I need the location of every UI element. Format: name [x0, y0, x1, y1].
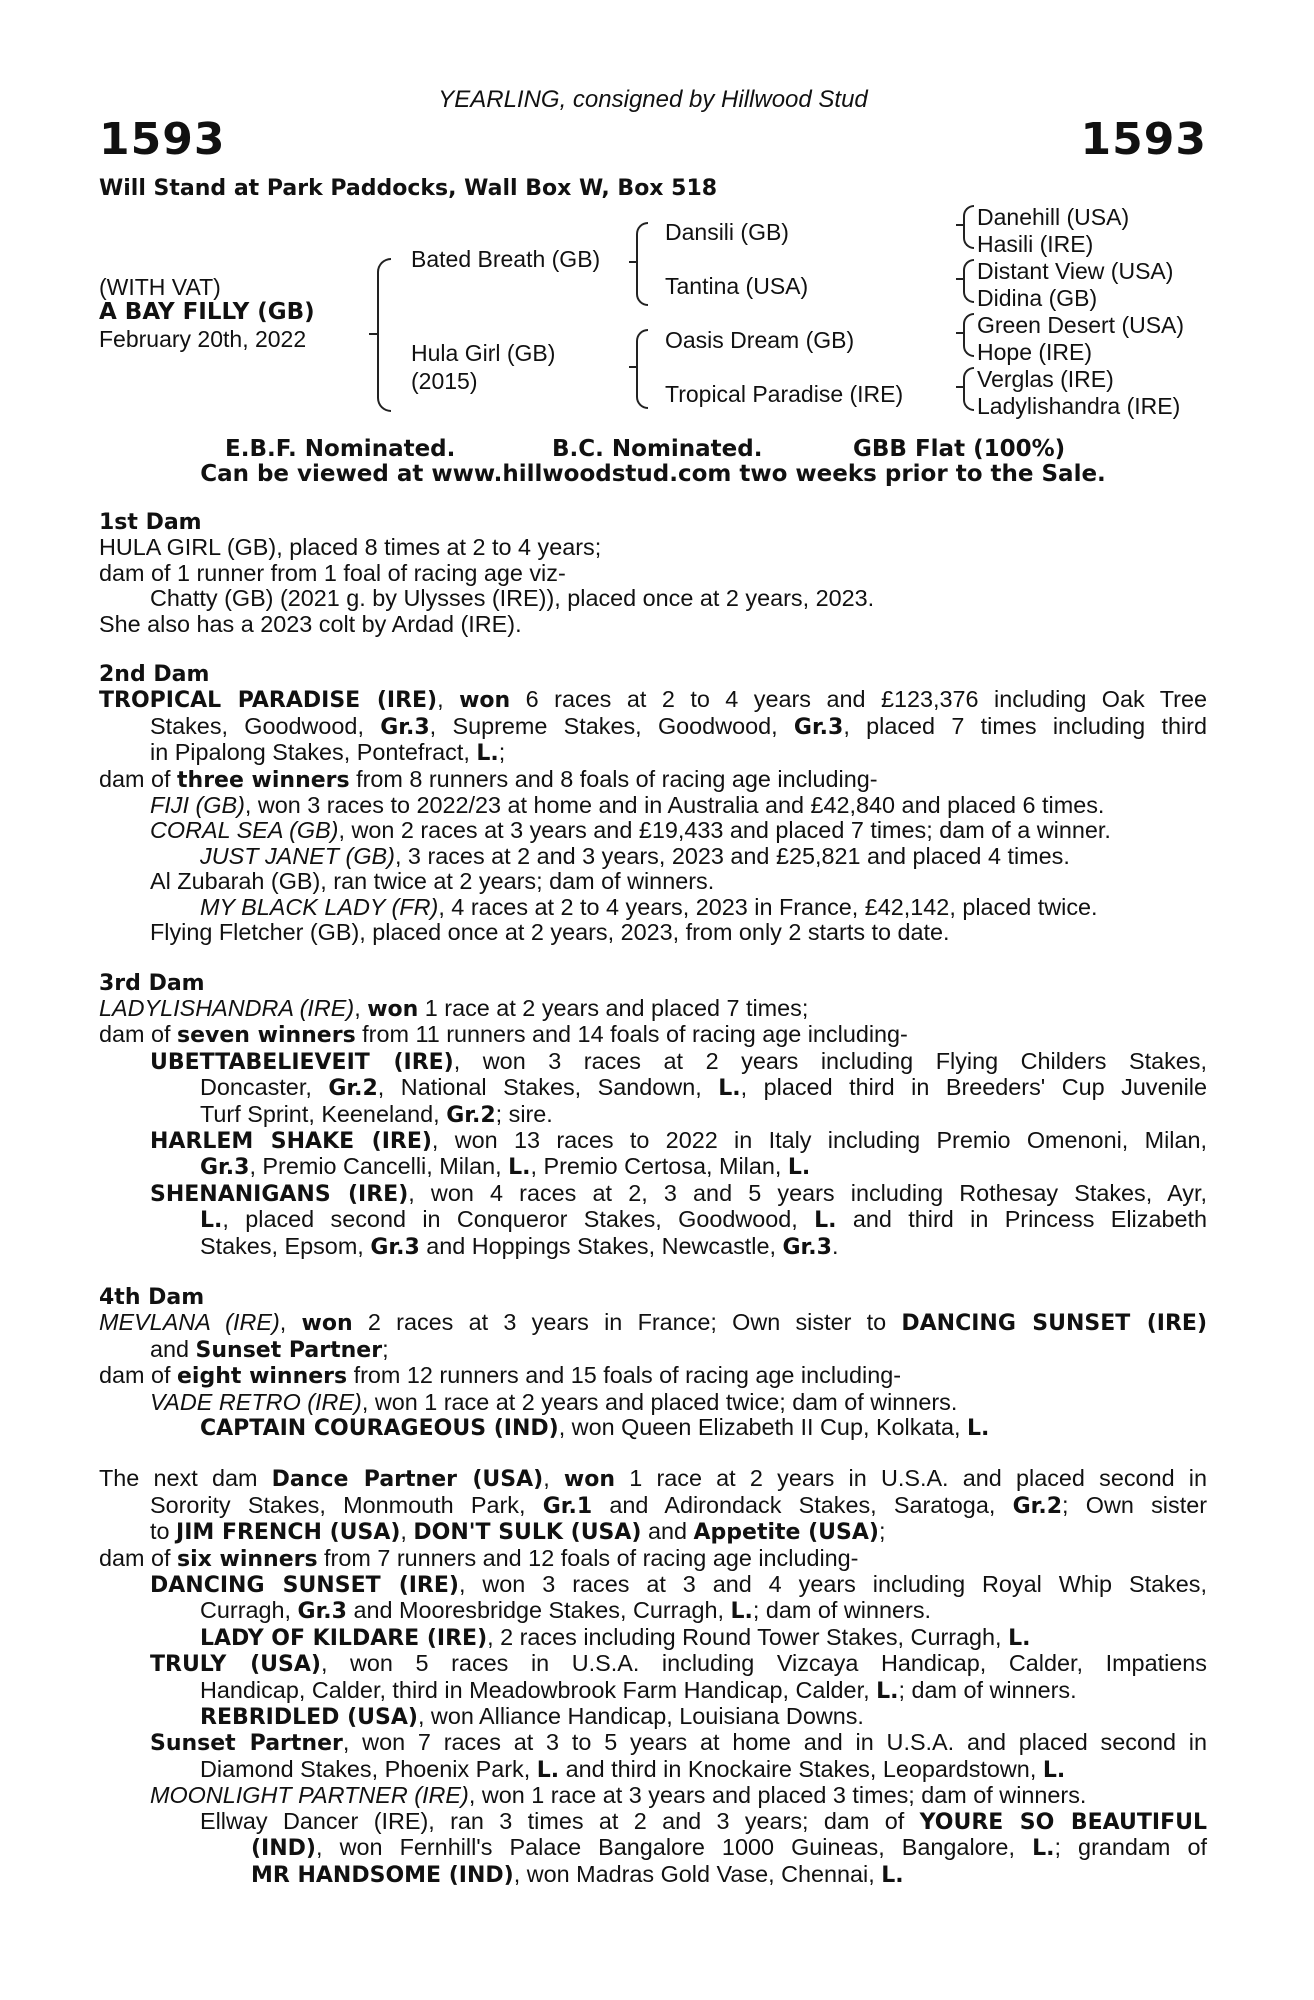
bold-text: Gr.3	[297, 1599, 347, 1625]
bold-text: L.	[508, 1155, 531, 1181]
bold-text: L.	[476, 741, 499, 767]
bold-text: Gr.3	[200, 1155, 250, 1181]
pedigree-brace-g2-tip	[956, 278, 964, 280]
bold-text: L.	[1008, 1625, 1031, 1651]
bold-text: L.	[876, 1678, 899, 1704]
bold-text: YOURE SO BEAUTIFUL	[919, 1809, 1207, 1835]
text-run: , Premio Certosa, Milan,	[530, 1153, 788, 1180]
bold-text: L.	[200, 1208, 223, 1234]
text-run: ; Own sister	[1062, 1491, 1207, 1518]
bold-text: Sunset Partner	[150, 1731, 343, 1757]
italic-text: MOONLIGHT PARTNER (IRE)	[150, 1782, 469, 1809]
text-line	[99, 1181, 1207, 1207]
text-run: dam of 1 runner from 1 foal of racing age viz-	[99, 559, 566, 586]
text-run: The next dam	[99, 1465, 272, 1492]
text-line	[99, 818, 1207, 843]
text-run: ;	[878, 1518, 886, 1545]
text-run: , won 3 races to 2022/23 at home and in Australia and £42,840 and placed 6 times.	[244, 792, 1105, 819]
text-run: from 7 runners and 12 foals of racing age including-	[317, 1544, 859, 1571]
bold-text: L.	[814, 1208, 837, 1234]
pedigree-brace-g2	[963, 259, 974, 303]
pedigree-g5: Green Desert (USA)	[977, 312, 1185, 338]
bold-text: L.	[730, 1599, 753, 1625]
text-line	[99, 1757, 1207, 1783]
bold-text: JIM FRENCH (USA)	[176, 1520, 401, 1546]
text-line	[99, 1022, 1207, 1048]
text-run: dam of	[99, 1544, 178, 1571]
text-line	[99, 1730, 1207, 1756]
text-line	[99, 1075, 1207, 1101]
text-run: ;	[498, 739, 506, 766]
bold-text: won	[459, 688, 511, 714]
gbb-flat: GBB Flat (100%)	[853, 436, 1066, 462]
text-line	[99, 612, 1207, 637]
bold-text: (IND)	[251, 1836, 316, 1862]
text-run: , won 1 race at 3 years and placed 3 times; dam of winners.	[468, 1782, 1087, 1809]
bold-text: Gr.3	[380, 714, 430, 740]
text-run: , won Madras Gold Vase, Chennai,	[513, 1860, 882, 1887]
pedigree-g4: Didina (GB)	[977, 285, 1098, 311]
text-run: Curragh,	[200, 1597, 298, 1624]
text-line	[99, 535, 1207, 560]
text-run: ; dam of winners.	[752, 1597, 932, 1624]
bold-text: TRULY (USA)	[150, 1652, 321, 1678]
text-run: , won 2 races at 3 years and £19,433 and placed 7 times; dam of a winner.	[338, 817, 1111, 844]
pedigree-brace-g3-tip	[956, 332, 964, 334]
dam-section	[99, 1466, 1207, 1888]
text-line	[99, 1207, 1207, 1233]
text-line	[99, 1572, 1207, 1598]
text-run: , won 7 races at 3 to 5 years at home and in U.S.A. and placed second in	[342, 1729, 1207, 1756]
text-line	[99, 895, 1207, 920]
bold-text: L.	[1042, 1757, 1066, 1783]
bold-text: eight winners	[177, 1364, 348, 1390]
text-run: ; dam of winners.	[898, 1676, 1077, 1703]
text-run: , 2 races including Round Tower Stakes, Curragh,	[487, 1623, 1009, 1650]
text-run: dam of	[99, 1021, 178, 1048]
text-line	[99, 586, 1207, 611]
text-line	[99, 687, 1207, 713]
bold-text: DANCING SUNSET (IRE)	[901, 1311, 1207, 1337]
bold-text: SHENANIGANS (IRE)	[150, 1181, 409, 1207]
stabling-location: Will Stand at Park Paddocks, Wall Box W, Box 518	[99, 176, 718, 201]
text-line	[99, 1363, 1207, 1389]
bold-text: L.	[536, 1757, 560, 1783]
text-run: ,	[543, 1465, 564, 1492]
text-run: ; sire.	[495, 1100, 553, 1127]
bold-text: Appetite (USA)	[693, 1520, 879, 1546]
text-line	[99, 920, 1207, 945]
text-run: , won 13 races to 2022 in Italy including Premio Omenoni, Milan,	[431, 1126, 1207, 1153]
pedigree-g7: Verglas (IRE)	[977, 366, 1114, 392]
bold-text: L.	[787, 1155, 811, 1181]
text-run: Stakes, Goodwood,	[150, 712, 381, 739]
pedigree-details	[99, 510, 1207, 1913]
bold-text: Dance Partner (USA)	[271, 1467, 544, 1493]
lot-number-left: 1593	[99, 114, 226, 165]
bold-text: Gr.2	[446, 1102, 496, 1128]
text-run: , placed second in Conqueror Stakes, Goodwood,	[222, 1206, 815, 1233]
text-run: ,	[400, 1518, 414, 1545]
text-run: , won 3 races at 2 years including Flying Childers Stakes,	[453, 1047, 1208, 1074]
bold-text: Gr.3	[793, 714, 844, 740]
text-line	[99, 1783, 1207, 1808]
text-line	[99, 1390, 1207, 1415]
text-run: and Mooresbridge Stakes, Curragh,	[346, 1597, 731, 1624]
italic-text: FIJI (GB)	[150, 792, 245, 819]
dam-section	[99, 510, 1207, 637]
text-run: , won 5 races in U.S.A. including Vizcaya Handicap, Calder, Impatiens	[320, 1650, 1207, 1677]
text-line	[99, 1415, 1207, 1441]
dam-section	[99, 662, 1207, 945]
text-run: and Adirondack Stakes, Saratoga,	[592, 1491, 1013, 1518]
ebf-nomination: E.B.F. Nominated.	[225, 436, 456, 462]
bold-text: won	[563, 1467, 616, 1493]
pedigree-dam-year: (2015)	[411, 368, 478, 394]
bold-text: DANCING SUNSET (IRE)	[150, 1573, 459, 1599]
italic-text: CORAL SEA (GB)	[150, 817, 339, 844]
bold-text: seven winners	[177, 1023, 356, 1049]
text-run: 1 race at 2 years and placed 7 times;	[418, 994, 809, 1021]
text-run: dam of	[99, 1362, 178, 1389]
text-line	[99, 1704, 1207, 1730]
text-run: , 3 races at 2 and 3 years, 2023 and £25,821 and placed 4 times.	[394, 842, 1070, 869]
text-run: Turf Sprint, Keeneland,	[200, 1100, 447, 1127]
text-line	[99, 1466, 1207, 1492]
text-run: Flying Fletcher (GB), placed once at 2 years, 2023, from only 2 starts to date.	[150, 919, 950, 946]
text-run: , won Queen Elizabeth II Cup, Kolkata,	[558, 1414, 967, 1440]
section-heading: 1st Dam	[99, 510, 202, 535]
section-heading: 4th Dam	[99, 1284, 205, 1310]
pedigree-brace-g1-tip	[956, 224, 964, 226]
bold-text: DON'T SULK (USA)	[413, 1520, 642, 1546]
text-run: and third in Knockaire Stakes, Leopardstown,	[559, 1755, 1043, 1782]
text-run: from 8 runners and 8 foals of racing age including-	[349, 765, 878, 792]
pedigree-brace-g3	[963, 313, 974, 357]
text-run: , placed 7 times including third	[843, 712, 1207, 739]
text-line	[99, 793, 1207, 818]
pedigree-g6: Hope (IRE)	[977, 339, 1093, 365]
text-run: ;	[382, 1335, 389, 1362]
text-line	[99, 1234, 1207, 1260]
text-run: ,	[437, 686, 460, 713]
pedigree-brace-sire	[636, 222, 648, 306]
text-run: ; grandam of	[1054, 1834, 1207, 1861]
foaling-date: February 20th, 2022	[99, 326, 307, 352]
text-run: Ellway Dancer (IRE), ran 3 times at 2 and 3 years; dam of	[200, 1807, 920, 1834]
text-run: Al Zubarah (GB), ran twice at 2 years; dam of winners.	[150, 868, 715, 895]
viewing-note: Can be viewed at www.hillwoodstud.com two weeks prior to the Sale.	[200, 461, 1106, 487]
dam-section	[99, 971, 1207, 1260]
bold-text: CAPTAIN COURAGEOUS (IND)	[200, 1416, 559, 1441]
text-run: and Hoppings Stakes, Newcastle,	[419, 1232, 783, 1259]
text-line	[99, 1337, 1207, 1363]
text-run: Sorority Stakes, Monmouth Park,	[150, 1491, 543, 1518]
text-line	[99, 996, 1207, 1022]
text-line	[99, 1102, 1207, 1128]
text-run: , won Fernhill's Palace Bangalore 1000 Guineas, Bangalore,	[315, 1834, 1033, 1861]
bold-text: TROPICAL PARADISE (IRE)	[99, 688, 438, 714]
text-run: , won 1 race at 2 years and placed twice; dam of winners.	[361, 1388, 958, 1415]
bold-text: HARLEM SHAKE (IRE)	[150, 1128, 432, 1154]
text-line	[99, 1310, 1207, 1336]
bold-text: Gr.3	[370, 1234, 420, 1260]
text-run: , won 3 races at 3 and 4 years including Royal Whip Stakes,	[458, 1571, 1207, 1598]
pedigree-dam-sire: Oasis Dream (GB)	[665, 327, 855, 353]
bold-text: Sunset Partner	[195, 1337, 383, 1363]
bold-text: Gr.2	[328, 1076, 378, 1102]
text-run: and	[641, 1518, 694, 1545]
text-line	[99, 1128, 1207, 1154]
section-heading: 3rd Dam	[99, 970, 205, 996]
text-line	[99, 1625, 1207, 1651]
text-run: ,	[354, 994, 368, 1021]
italic-text: MEVLANA (IRE)	[99, 1309, 280, 1336]
text-run: from 12 runners and 15 foals of racing age including-	[347, 1362, 902, 1389]
bold-text: won	[367, 996, 419, 1022]
consignor-subtitle: YEARLING, consigned by Hillwood Stud	[438, 86, 868, 113]
pedigree-sire-dam: Tantina (USA)	[665, 273, 809, 299]
bold-text: UBETTABELIEVEIT (IRE)	[150, 1049, 454, 1075]
text-line	[99, 767, 1207, 793]
text-line	[99, 1598, 1207, 1624]
text-run: , 4 races at 2 to 4 years, 2023 in France, £42,142, placed twice.	[438, 893, 1098, 920]
bold-text: LADY OF KILDARE (IRE)	[200, 1625, 488, 1651]
text-run: Stakes, Epsom,	[200, 1232, 371, 1259]
pedigree-brace-g4-tip	[956, 386, 964, 388]
pedigree-brace-dam-tip	[629, 366, 637, 368]
bold-text: L.	[966, 1416, 990, 1441]
bold-text: L.	[881, 1862, 904, 1888]
text-run: , won Alliance Handicap, Louisiana Downs.	[417, 1703, 864, 1730]
bold-text: won	[301, 1311, 353, 1337]
text-run: , won 4 races at 2, 3 and 5 years including Rothesay Stakes, Ayr,	[408, 1179, 1207, 1206]
text-run: Doncaster,	[200, 1074, 329, 1101]
text-line	[99, 1519, 1207, 1545]
bold-text: Gr.2	[1012, 1493, 1063, 1519]
pedigree-g1: Danehill (USA)	[977, 204, 1130, 230]
text-run: , Premio Cancelli, Milan,	[249, 1153, 509, 1180]
bold-text: L.	[718, 1076, 741, 1102]
pedigree-brace-main	[377, 258, 391, 412]
bold-text: REBRIDLED (USA)	[200, 1705, 418, 1731]
pedigree-sire-sire: Dansili (GB)	[665, 219, 789, 245]
vat-note: (WITH VAT)	[99, 274, 221, 300]
section-heading: 2nd Dam	[99, 662, 210, 688]
text-run: to	[150, 1518, 177, 1545]
text-line	[99, 1678, 1207, 1704]
text-run: Diamond Stakes, Phoenix Park,	[200, 1755, 537, 1782]
lot-number-right: 1593	[1080, 114, 1207, 165]
text-run: , National Stakes, Sandown,	[377, 1074, 719, 1101]
horse-name: A BAY FILLY (GB)	[99, 299, 315, 325]
bold-text: three winners	[177, 767, 350, 793]
text-line	[99, 1809, 1207, 1835]
italic-text: VADE RETRO (IRE)	[150, 1388, 362, 1415]
text-line	[99, 1546, 1207, 1572]
text-run: 2 races at 3 years in France; Own sister to	[352, 1309, 902, 1336]
text-run: 1 race at 2 years in U.S.A. and placed second in	[615, 1465, 1208, 1492]
pedigree-brace-dam	[636, 329, 648, 409]
text-run: and	[150, 1335, 196, 1362]
pedigree-dam-dam: Tropical Paradise (IRE)	[665, 381, 904, 407]
text-run: Chatty (GB) (2021 g. by Ulysses (IRE)), placed once at 2 years, 2023.	[150, 585, 875, 612]
text-line	[99, 1493, 1207, 1519]
bold-text: six winners	[177, 1546, 318, 1572]
text-line	[99, 1835, 1207, 1861]
text-line	[99, 1651, 1207, 1677]
text-line	[99, 1154, 1207, 1180]
bold-text: MR HANDSOME (IND)	[251, 1862, 514, 1888]
pedigree-g8: Ladylishandra (IRE)	[977, 393, 1181, 419]
text-run: , Supreme Stakes, Goodwood,	[429, 712, 794, 739]
italic-text: JUST JANET (GB)	[200, 842, 395, 869]
italic-text: LADYLISHANDRA (IRE)	[99, 994, 355, 1021]
text-run: 6 races at 2 to 4 years and £123,376 including Oak Tree	[510, 686, 1207, 713]
pedigree-brace-g1	[963, 205, 974, 249]
text-run: ,	[279, 1309, 302, 1336]
pedigree-brace-sire-tip	[629, 261, 637, 263]
text-line	[99, 844, 1207, 869]
pedigree-g2: Hasili (IRE)	[977, 231, 1094, 257]
text-run: from 11 runners and 14 foals of racing age including-	[355, 1021, 908, 1048]
text-line	[99, 869, 1207, 894]
pedigree-dam: Hula Girl (GB)	[411, 340, 556, 366]
bold-text: Gr.1	[542, 1493, 593, 1519]
text-run: in Pipalong Stakes, Pontefract,	[150, 739, 477, 766]
dam-section	[99, 1285, 1207, 1441]
pedigree-brace-main-tip	[369, 333, 377, 335]
pedigree-brace-g4	[963, 367, 974, 411]
italic-text: MY BLACK LADY (FR)	[200, 893, 439, 920]
text-line	[99, 740, 1207, 766]
text-line	[99, 1049, 1207, 1075]
text-run: .	[831, 1232, 839, 1259]
text-run: , placed third in Breeders' Cup Juvenile	[740, 1074, 1207, 1101]
text-line	[99, 714, 1207, 740]
bold-text: Gr.3	[782, 1234, 832, 1260]
text-run: She also has a 2023 colt by Ardad (IRE).	[99, 610, 522, 637]
text-run: dam of	[99, 765, 178, 792]
pedigree-sire: Bated Breath (GB)	[411, 246, 601, 272]
text-line	[99, 561, 1207, 586]
text-run: Handicap, Calder, third in Meadowbrook Farm Handicap, Calder,	[200, 1676, 877, 1703]
text-line	[99, 1862, 1207, 1888]
text-run: and third in Princess Elizabeth	[836, 1206, 1207, 1233]
pedigree-g3: Distant View (USA)	[977, 258, 1174, 284]
text-run: HULA GIRL (GB), placed 8 times at 2 to 4 years;	[99, 534, 602, 561]
bold-text: L.	[1032, 1836, 1055, 1862]
bc-nomination: B.C. Nominated.	[552, 436, 763, 462]
